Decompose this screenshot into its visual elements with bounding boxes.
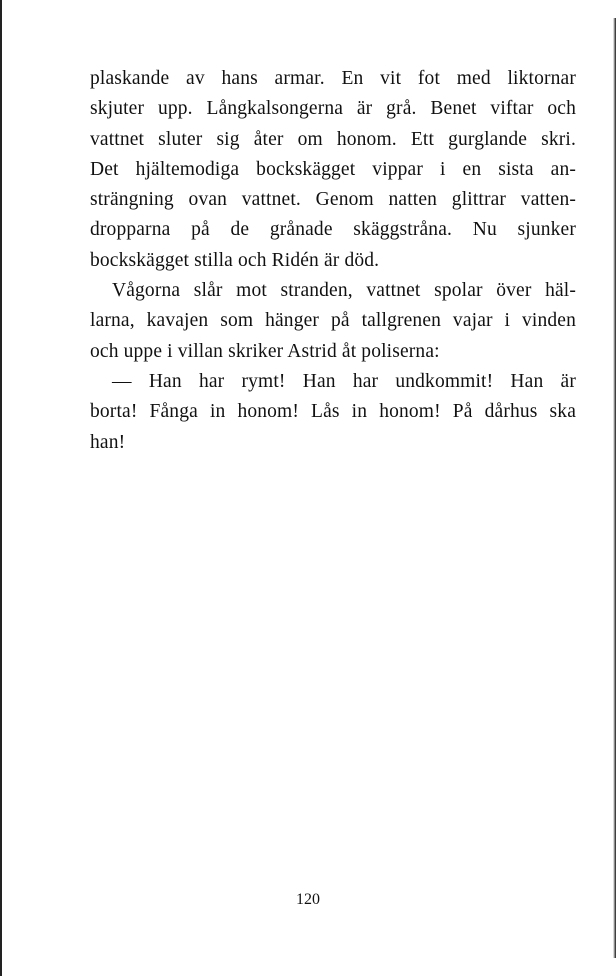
text-line: vattnet sluter sig åter om honom. Ett gurglande skri. (90, 128, 576, 150)
paragraph-3 (90, 367, 576, 458)
text-line: skjuter upp. Långkalsongerna är grå. Benet viftar och (90, 98, 576, 120)
text-line: larna, kavajen som hänger på tallgrenen vajar i vinden (90, 310, 576, 332)
text-line: strängning ovan vattnet. Genom natten glittrar vatten- (90, 189, 576, 211)
text-line: plaskande av hans armar. En vit fot med liktornar (90, 68, 576, 89)
text-line: han! (90, 431, 126, 453)
text-line: — Han har rymt! Han har undkommit! Han är (112, 370, 576, 392)
page-number: 120 (296, 891, 320, 908)
text-line: Det hjältemodiga bockskägget vippar i en sista an- (90, 158, 576, 180)
text-line: och uppe i villan skriker Astrid åt poliserna: (90, 340, 440, 362)
text-line: borta! Fånga in honom! Lås in honom! På dårhus ska (90, 401, 576, 423)
paragraph-2 (90, 276, 576, 367)
page-edge-left (0, 0, 2, 976)
text-line: bockskägget stilla och Ridén är död. (90, 249, 380, 271)
body-text (90, 64, 576, 458)
text-line: Vågorna slår mot stranden, vattnet spolar över häl- (112, 280, 576, 302)
text-line: dropparna på de grånade skäggstråna. Nu sjunker (90, 219, 576, 241)
paragraph-1 (90, 64, 576, 276)
